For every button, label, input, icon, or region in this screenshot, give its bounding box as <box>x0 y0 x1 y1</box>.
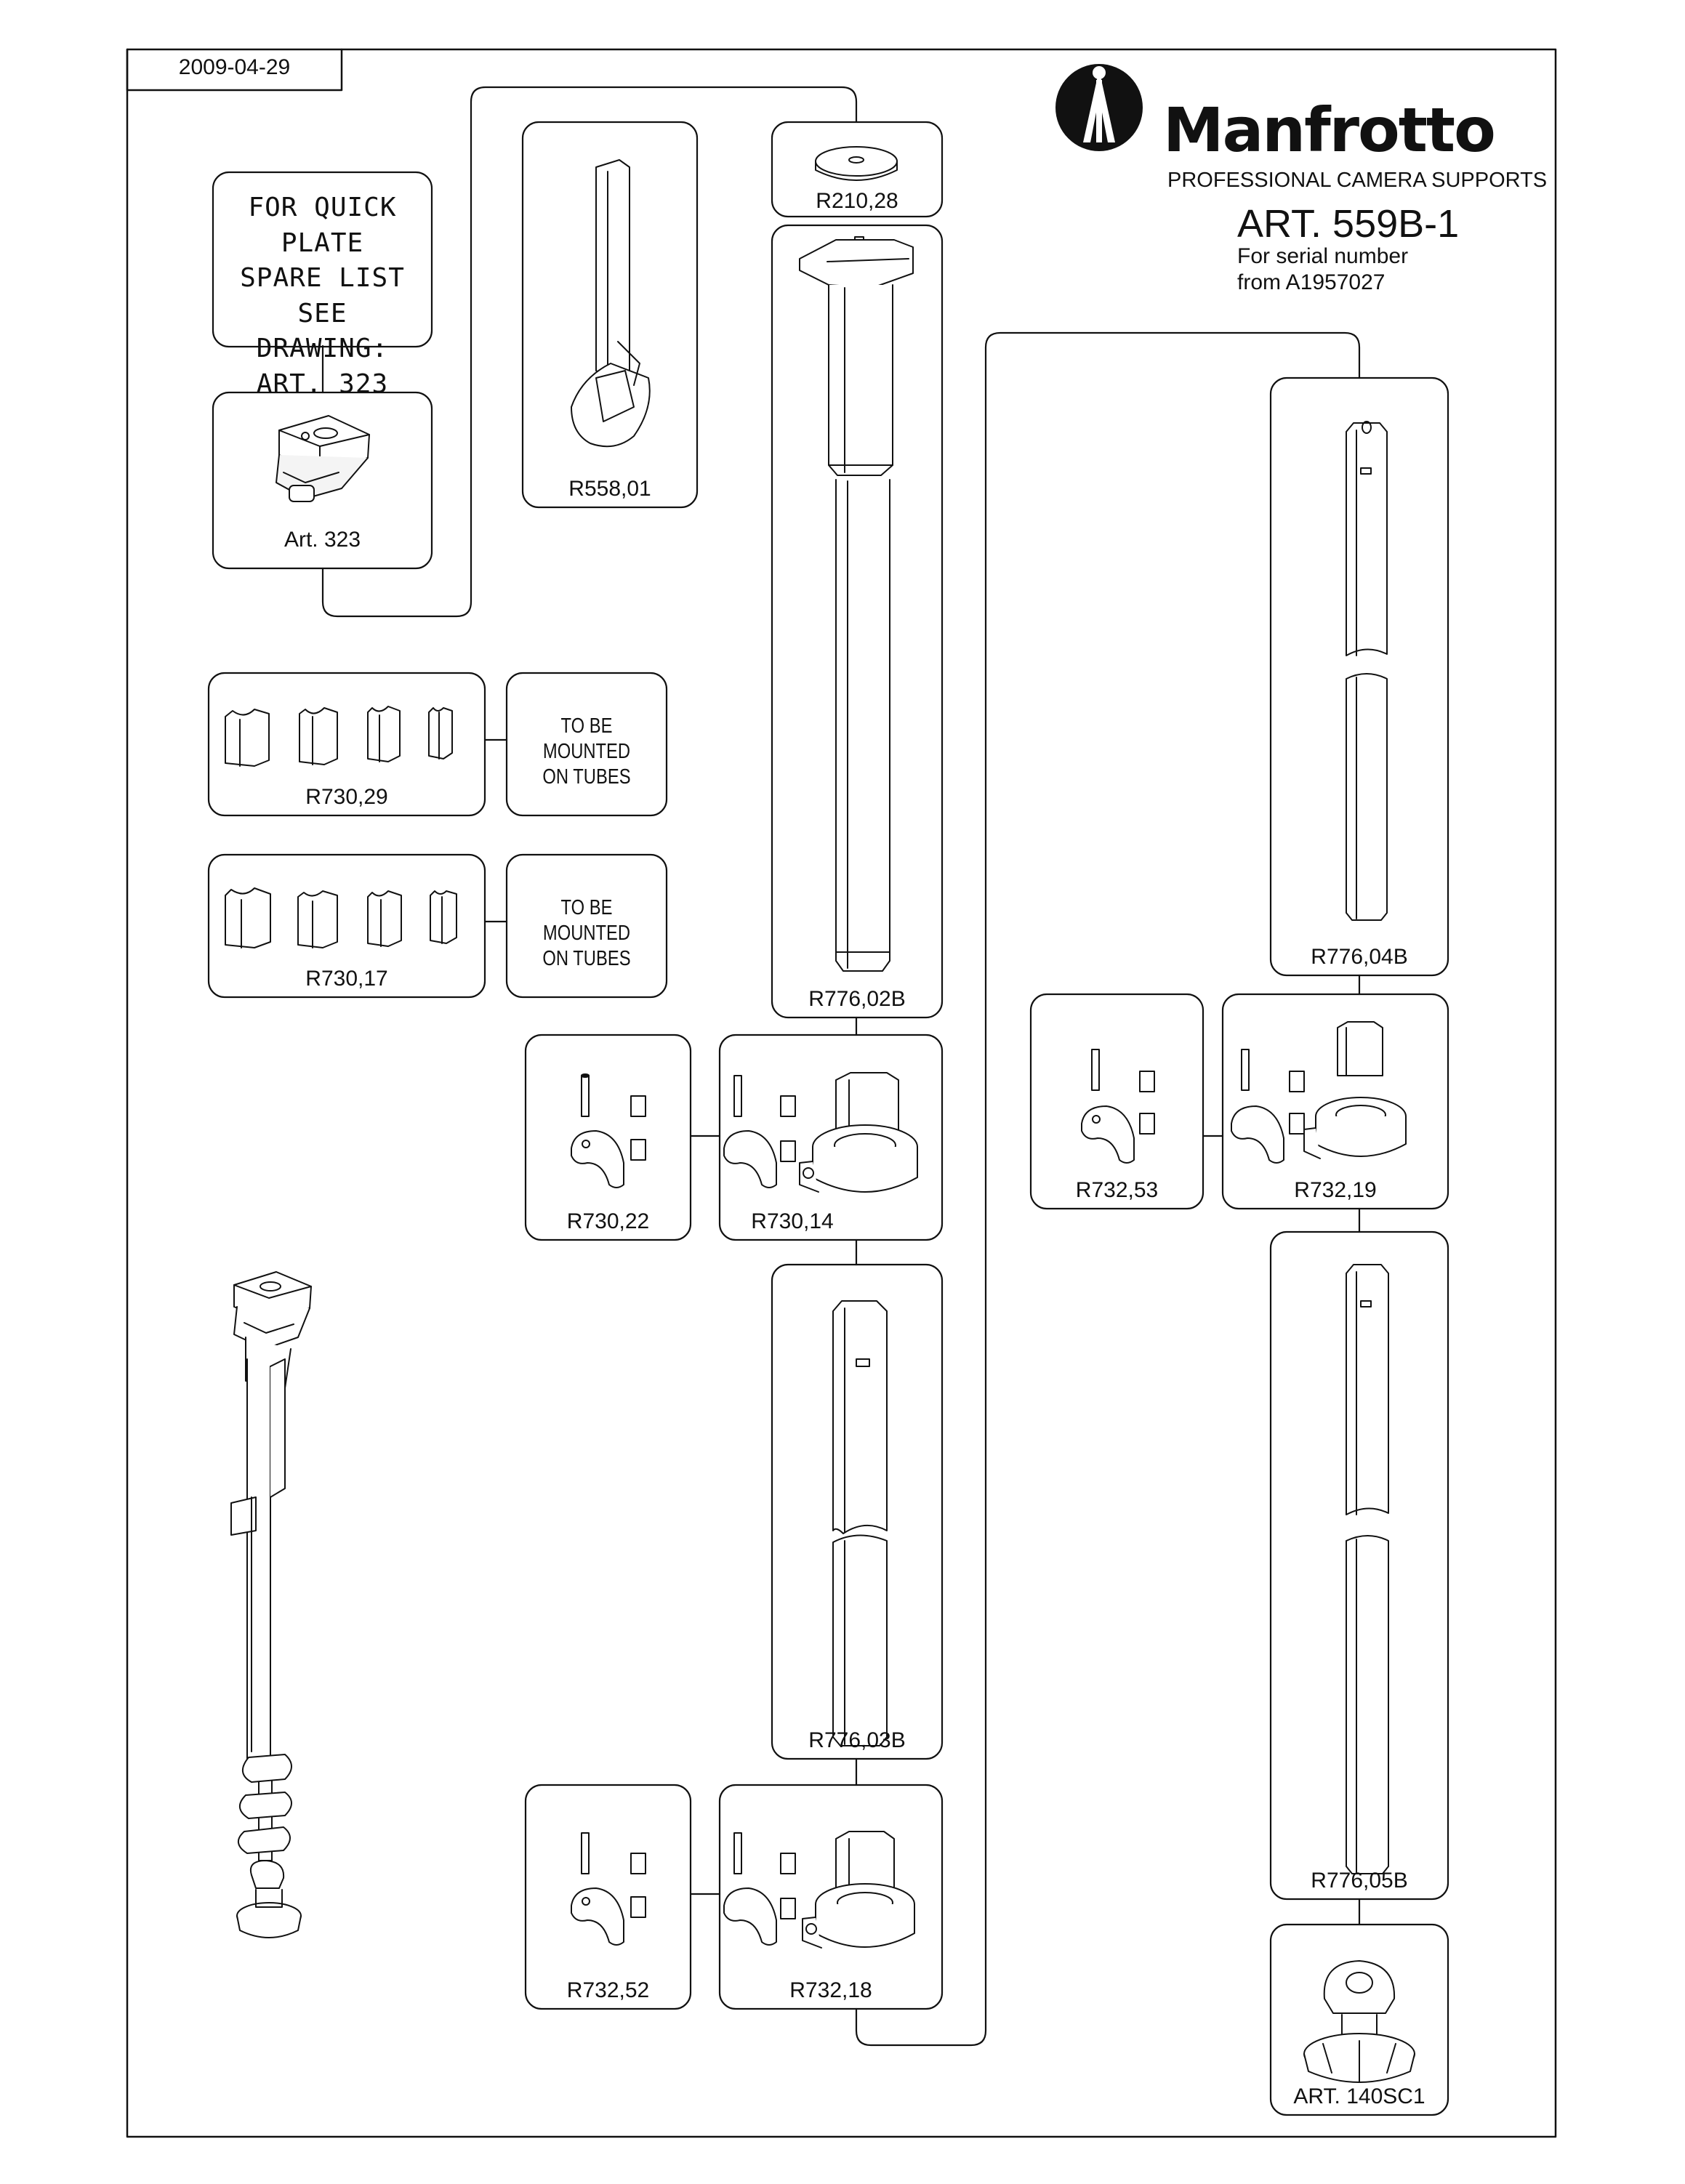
label-r730-14: R730,14 <box>751 1209 834 1233</box>
clips-r730-29-drawing <box>225 706 452 766</box>
label-r558-01: R558,01 <box>568 477 651 501</box>
clips-r730-17-drawing <box>225 888 457 948</box>
clamp-r732-19-drawing <box>1231 1022 1406 1163</box>
label-r730-17: R730,17 <box>305 967 388 991</box>
label-r776-04b: R776,04B <box>1311 945 1408 969</box>
mount-note-2 <box>521 895 652 971</box>
clamp-r730-14-drawing <box>724 1073 917 1192</box>
tube-r776-04b-drawing <box>1346 422 1387 920</box>
brand-name: Manfrotto <box>1163 94 1495 166</box>
quick-plate-note-line-1: FOR QUICK PLATE <box>248 193 397 258</box>
quick-plate-note-line-3: DRAWING: <box>256 334 389 364</box>
label-r730-29: R730,29 <box>305 785 388 809</box>
quick-plate-art323-drawing <box>276 416 369 501</box>
label-r732-53: R732,53 <box>1075 1178 1159 1202</box>
label-art-323: Art. 323 <box>283 528 361 552</box>
washer-r210-drawing <box>816 147 897 180</box>
label-r776-02b: R776,02B <box>808 987 906 1011</box>
label-r210-28: R210,28 <box>816 189 898 213</box>
label-art-140sc1: ART. 140SC1 <box>1293 2084 1425 2108</box>
manfrotto-logo-icon <box>1055 64 1143 151</box>
lever-set-r732-52-drawing <box>571 1833 646 1945</box>
label-r732-19: R732,19 <box>1294 1178 1377 1202</box>
brand-tagline: PROFESSIONAL CAMERA SUPPORTS <box>1167 169 1548 192</box>
lever-set-r732-53-drawing <box>1082 1049 1154 1163</box>
mount-note-1-line-1: TO BE MOUNTED <box>542 714 631 763</box>
label-r776-03b: R776,03B <box>808 1728 906 1752</box>
quick-plate-note-line-4: ART. 323 <box>256 368 389 399</box>
article-number: ART. 559B-1 <box>1237 202 1460 246</box>
mount-note-1 <box>521 714 652 789</box>
lever-r558-drawing <box>571 160 650 446</box>
label-r730-22: R730,22 <box>566 1209 650 1233</box>
foot-art140sc1-drawing <box>1304 1961 1415 2082</box>
assembled-monopod-drawing <box>231 1272 311 1938</box>
clamp-r732-18-drawing <box>724 1832 914 1948</box>
mount-note-1-line-2: ON TUBES <box>542 765 631 789</box>
quick-plate-note-line-2: SPARE LIST SEE <box>240 263 405 329</box>
tube-r776-05b-drawing <box>1346 1265 1388 1874</box>
mount-note-2-line-1: TO BE MOUNTED <box>542 896 631 945</box>
serial-line-1: For serial number <box>1237 244 1409 268</box>
tube-r776-03b-drawing <box>833 1301 887 1746</box>
mount-note-2-line-2: ON TUBES <box>542 946 631 970</box>
label-r732-18: R732,18 <box>789 1978 872 2002</box>
date-stamp: 2009-04-29 <box>178 55 291 79</box>
lever-set-r730-22-drawing <box>571 1074 646 1188</box>
tube-r776-02b-drawing <box>800 237 913 971</box>
label-r776-05b: R776,05B <box>1311 1869 1408 1893</box>
quick-plate-note <box>213 190 432 403</box>
label-r732-52: R732,52 <box>566 1978 650 2002</box>
serial-line-2: from A1957027 <box>1237 270 1386 294</box>
